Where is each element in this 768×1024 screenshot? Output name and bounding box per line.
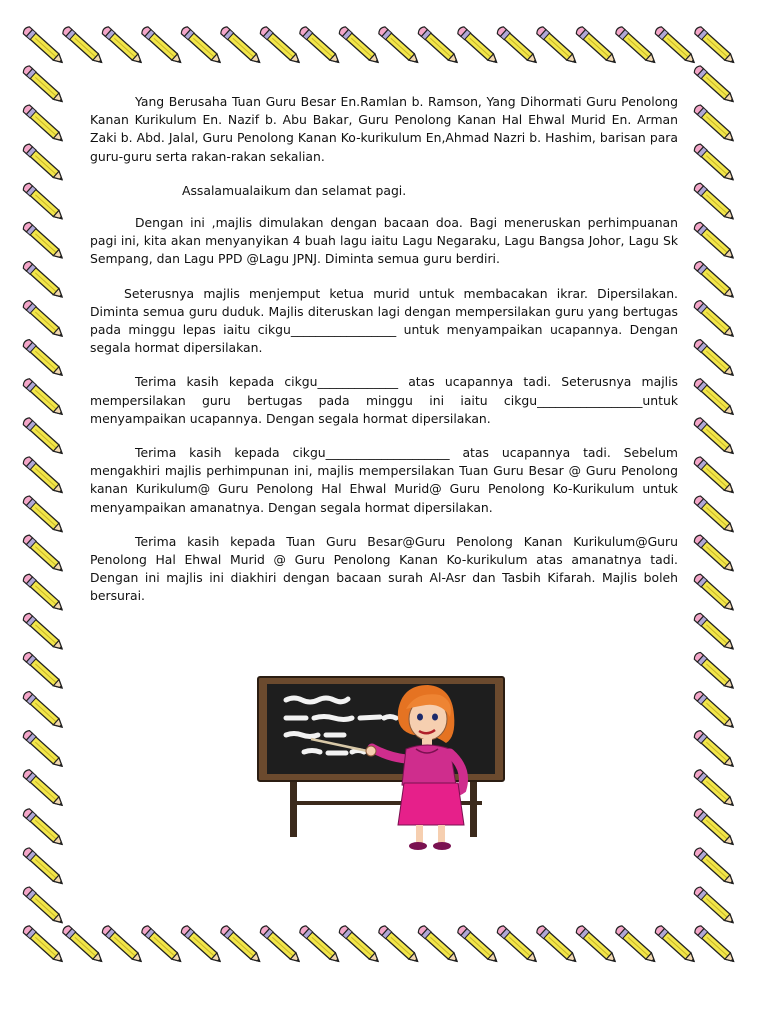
pencil-icon <box>693 573 736 613</box>
pencil-icon <box>22 377 65 417</box>
pencil-icon <box>22 299 65 339</box>
pencil-icon <box>417 26 460 66</box>
pledge-paragraph: Seterusnya majlis menjemput ketua murid untuk membacakan ikrar. Dipersilakan. Diminta semua guru duduk. Majlis diteruskan lagi dengan mempersilakan guru yang bertugas pada minggu lepas iaitu cikgu_________________ untuk menyampaikan ucapannya. Dengan segala hormat dipersilakan. <box>90 285 678 356</box>
pencil-icon <box>693 456 736 496</box>
pencil-icon <box>693 534 736 574</box>
pencil-icon <box>693 377 736 417</box>
pencil-icon <box>298 925 341 965</box>
pencil-icon <box>22 143 65 183</box>
pencil-icon <box>693 729 736 769</box>
pencil-icon <box>377 925 420 965</box>
pencil-icon <box>693 690 736 730</box>
pencil-icon <box>614 26 657 66</box>
prayer-and-songs-paragraph: Dengan ini ,majlis dimulakan dengan bacaan doa. Bagi meneruskan perhimpuanan pagi ini, kita akan menyanyikan 4 buah lagu iaitu Lagu Negaraku, Lagu Bangsa Johor, Lagu Sk Sempang, dan Lagu PPD @Lagu JPNJ. Diminta semua guru berdiri. <box>90 215 678 267</box>
pencil-icon <box>259 925 302 965</box>
pencil-icon <box>693 338 736 378</box>
pencil-icon <box>22 456 65 496</box>
pencil-icon <box>417 925 460 965</box>
pencil-icon <box>496 26 539 66</box>
pencil-icon <box>22 338 65 378</box>
pencil-icon <box>693 925 736 965</box>
pencil-icon <box>22 768 65 808</box>
pencil-icon <box>693 886 736 926</box>
pencil-icon <box>693 495 736 535</box>
pencil-icon <box>180 26 223 66</box>
pencil-icon <box>140 26 183 66</box>
pencil-icon <box>101 26 144 66</box>
pencil-icon <box>22 808 65 848</box>
pencil-icon <box>22 182 65 222</box>
pencil-icon <box>377 26 420 66</box>
pencil-icon <box>693 299 736 339</box>
pencil-icon <box>22 925 65 965</box>
pencil-icon <box>219 26 262 66</box>
pencil-icon <box>693 847 736 887</box>
pencil-icon <box>140 925 183 965</box>
pencil-icon <box>22 729 65 769</box>
assembly-script <box>90 93 678 622</box>
pencil-icon <box>693 651 736 691</box>
pencil-icon <box>693 104 736 144</box>
pencil-icon <box>693 143 736 183</box>
pencil-icon <box>693 182 736 222</box>
pencil-icon <box>22 495 65 535</box>
pencil-icon <box>22 573 65 613</box>
pencil-icon <box>61 26 104 66</box>
pencil-icon <box>575 925 618 965</box>
pencil-icon <box>575 26 618 66</box>
pencil-icon <box>22 417 65 457</box>
pencil-icon <box>456 26 499 66</box>
pencil-icon <box>693 808 736 848</box>
pencil-icon <box>22 260 65 300</box>
opening-greeting-paragraph: Yang Berusaha Tuan Guru Besar En.Ramlan b. Ramson, Yang Dihormati Guru Penolong Kanan Kurikulum En. Nazif b. Abu Bakar, Guru Penolong Kanan Hal Ehwal Murid En. Arman Zaki b. Abd. Jalal, Guru Penolong Kanan Ko-kurikulum En,Ahmad Nazri b. Hashim, barisan para guru-guru serta rakan-rakan sekalian. <box>90 94 678 164</box>
pencil-icon <box>693 221 736 261</box>
pencil-icon <box>22 847 65 887</box>
pencil-icon <box>219 925 262 965</box>
pencil-icon <box>22 534 65 574</box>
pencil-icon <box>654 26 697 66</box>
pencil-icon <box>259 26 302 66</box>
closing-paragraph: Terima kasih kepada Tuan Guru Besar@Guru Penolong Kanan Kurikulum@Guru Penolong Hal Ehwal Murid @ Guru Penolong Kanan Ko-kurikulum atas amanatnya tadi. Dengan ini majlis ini diakhiri dengan bacaan surah Al-Asr dan Tasbih Kifarah. Majlis boleh bersurai. <box>90 533 678 604</box>
pencil-icon <box>22 104 65 144</box>
duty-teacher-paragraph: Terima kasih kepada cikgu_____________ atas ucapannya tadi. Seterusnya majlis mempersilakan guru bertugas pada minggu ini iaitu cikgu_________________untuk menyampaikan ucapannya. Dengan segala hormat dipersilakan. <box>90 374 678 426</box>
headmaster-address-paragraph: Terima kasih kepada cikgu____________________ atas ucapannya tadi. Sebelum mengakhiri majlis perhimpunan ini, majlis mempersilakan Tuan Guru Besar @ Guru Penolong kanan Kurikulum@ Guru Penolong Hal Ehwal Murid@ Guru Penolong Ko-Kurikulum untuk menyampaikan amanatnya. Dengan segala hormat dipersilakan. <box>90 445 678 515</box>
pencil-icon <box>693 260 736 300</box>
pencil-icon <box>338 26 381 66</box>
pencil-icon <box>22 65 65 105</box>
teacher-at-chalkboard-icon <box>256 673 506 855</box>
pencil-icon <box>693 768 736 808</box>
pencil-icon <box>22 886 65 926</box>
pencil-icon <box>693 26 736 66</box>
pencil-icon <box>22 612 65 652</box>
pencil-icon <box>693 417 736 457</box>
pencil-icon <box>693 65 736 105</box>
salam-line: Assalamualaikum dan selamat pagi. <box>182 182 407 198</box>
pencil-icon <box>22 221 65 261</box>
pencil-icon <box>338 925 381 965</box>
pencil-icon <box>693 612 736 652</box>
pencil-icon <box>298 26 341 66</box>
pencil-icon <box>22 651 65 691</box>
pencil-icon <box>22 26 65 66</box>
pencil-icon <box>22 690 65 730</box>
pencil-icon <box>496 925 539 965</box>
pencil-icon <box>101 925 144 965</box>
pencil-icon <box>535 26 578 66</box>
pencil-icon <box>654 925 697 965</box>
pencil-icon <box>61 925 104 965</box>
pencil-icon <box>614 925 657 965</box>
pencil-icon <box>180 925 223 965</box>
pencil-icon <box>535 925 578 965</box>
pencil-icon <box>456 925 499 965</box>
